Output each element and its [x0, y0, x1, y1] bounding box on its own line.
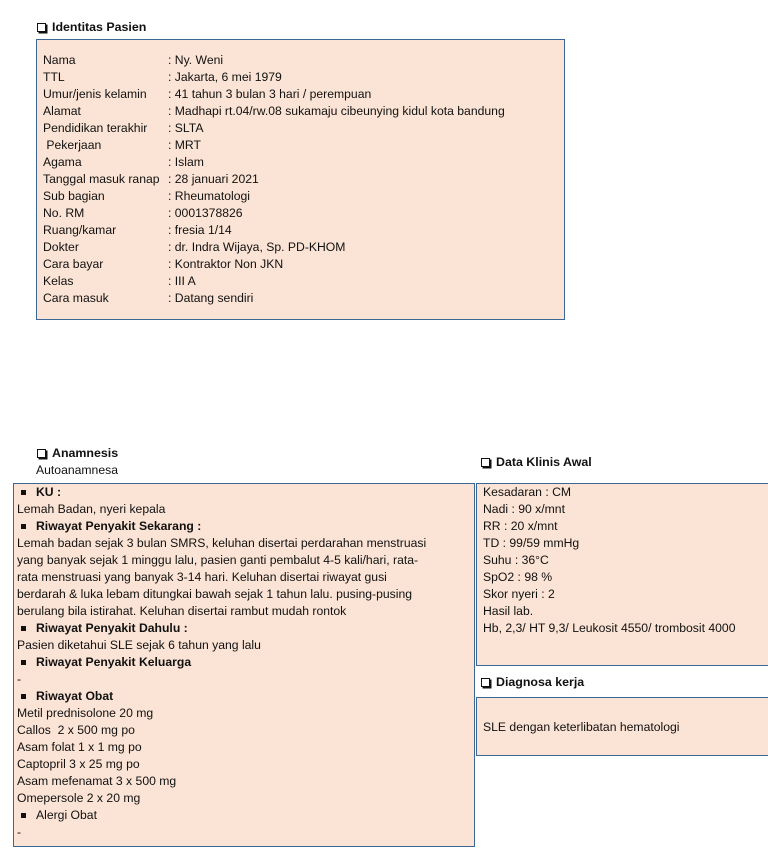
row-label: Tanggal masuk ranap [43, 172, 160, 186]
alergi-label: Alergi Obat [36, 808, 97, 822]
obat-line: Metil prednisolone 20 mg [17, 706, 154, 720]
identitas-row [43, 273, 558, 290]
klinis-panel [476, 483, 768, 666]
row-value: : fresia 1/14 [168, 223, 232, 237]
identitas-row [43, 188, 558, 205]
ku-bullet [17, 484, 471, 501]
row-value: : Jakarta, 6 mei 1979 [168, 70, 282, 84]
klinis-line: Hb, 2,3/ HT 9,3/ Leukosit 4550/ trombosit 4000 [483, 621, 736, 635]
anamnesis-heading-text: Anamnesis [52, 446, 119, 460]
identitas-row [43, 171, 558, 188]
row-label: Ruang/kamar [43, 223, 117, 237]
identitas-heading-text: Identitas Pasien [52, 20, 147, 34]
identitas-row [43, 239, 558, 256]
checkbox-icon [37, 23, 46, 32]
alergi-text: - [17, 825, 22, 839]
rps-line: rata menstruasi yang banyak 3-14 hari. Keluhan disertai riwayat gusi [17, 570, 387, 584]
rpk-label: Riwayat Penyakit Keluarga [36, 655, 192, 669]
klinis-heading [481, 454, 592, 471]
rps-line: yang banyak sejak 1 minggu lalu, pasien ganti pembalut 4-5 kali/hari, rata- [17, 553, 419, 567]
obat-bullet [17, 688, 471, 705]
identitas-row [43, 290, 558, 307]
row-label: Alamat [43, 104, 81, 118]
anamnesis-heading [37, 445, 118, 462]
ku-label: KU : [36, 485, 62, 499]
row-label: Dokter [43, 240, 79, 254]
row-label: TTL [43, 70, 65, 84]
row-label: Pekerjaan [43, 138, 102, 152]
row-label: Umur/jenis kelamin [43, 87, 147, 101]
rpk-text: - [17, 672, 22, 686]
diagnosa-text: SLE dengan keterlibatan hematologi [483, 720, 680, 734]
row-value: : Kontraktor Non JKN [168, 257, 284, 271]
rpd-label: Riwayat Penyakit Dahulu : [36, 621, 188, 635]
row-label: Cara masuk [43, 291, 109, 305]
bullet-icon [21, 694, 26, 699]
obat-line: Callos 2 x 500 mg po [17, 723, 135, 737]
identitas-panel [36, 39, 565, 320]
bullet-icon [21, 660, 26, 665]
obat-line: Captopril 3 x 25 mg po [17, 757, 140, 771]
klinis-line: Skor nyeri : 2 [483, 587, 555, 601]
rpd-bullet [17, 620, 471, 637]
row-label: Sub bagian [43, 189, 105, 203]
checkbox-icon [37, 449, 46, 458]
identitas-row [43, 52, 558, 69]
row-value: : dr. Indra Wijaya, Sp. PD-KHOM [168, 240, 346, 254]
diagnosa-heading-text: Diagnosa kerja [496, 675, 585, 689]
row-value: : Islam [168, 155, 204, 169]
row-value: : Madhapi rt.04/rw.08 sukamaju cibeunying kidul kota bandung [168, 104, 505, 118]
bullet-icon [21, 813, 26, 818]
klinis-line: Suhu : 36°C [483, 553, 549, 567]
obat-line: Asam folat 1 x 1 mg po [17, 740, 142, 754]
row-value: : Rheumatologi [168, 189, 250, 203]
rps-label: Riwayat Penyakit Sekarang : [36, 519, 202, 533]
alergi-bullet [17, 807, 471, 824]
klinis-line: Nadi : 90 x/mnt [483, 502, 565, 516]
diagnosa-heading [481, 674, 584, 691]
obat-line: Omepersole 2 x 20 mg [17, 791, 141, 805]
klinis-line: SpO2 : 98 % [483, 570, 553, 584]
klinis-line: RR : 20 x/mnt [483, 519, 558, 533]
row-value: : Datang sendiri [168, 291, 254, 305]
identitas-row [43, 205, 558, 222]
row-value: : SLTA [168, 121, 204, 135]
identitas-row [43, 69, 558, 86]
row-value: : Ny. Weni [168, 53, 224, 67]
row-value: : 28 januari 2021 [168, 172, 259, 186]
row-label: Kelas [43, 274, 74, 288]
klinis-heading-text: Data Klinis Awal [496, 455, 592, 469]
klinis-line: TD : 99/59 mmHg [483, 536, 580, 550]
identitas-row [43, 154, 558, 171]
identitas-heading [37, 19, 146, 36]
bullet-icon [21, 490, 26, 495]
checkbox-icon [481, 678, 490, 687]
row-value: : 0001378826 [168, 206, 243, 220]
diagnosa-panel [476, 697, 768, 756]
obat-line: Asam mefenamat 3 x 500 mg [17, 774, 177, 788]
bullet-icon [21, 524, 26, 529]
rps-line: berulang bila istirahat. Keluhan disertai rambut mudah rontok [17, 604, 347, 618]
bullet-icon [21, 626, 26, 631]
klinis-line: Kesadaran : CM [483, 485, 572, 499]
identitas-row [43, 256, 558, 273]
row-label: Nama [43, 53, 76, 67]
rps-bullet [17, 518, 471, 535]
row-value: : III A [168, 274, 196, 288]
obat-label: Riwayat Obat [36, 689, 114, 703]
row-value: : 41 tahun 3 bulan 3 hari / perempuan [168, 87, 372, 101]
rps-line: Lemah badan sejak 3 bulan SMRS, keluhan disertai perdarahan menstruasi [17, 536, 427, 550]
row-value: : MRT [168, 138, 201, 152]
rps-line: berdarah & luka lebam ditungkai bawah sejak 1 tahun lalu. pusing-pusing [17, 587, 412, 601]
rpk-bullet [17, 654, 471, 671]
row-label: Cara bayar [43, 257, 104, 271]
anamnesis-subheading: Autoanamnesa [36, 463, 118, 477]
row-label: No. RM [43, 206, 85, 220]
anamnesis-panel [13, 483, 475, 847]
identitas-row [43, 86, 558, 103]
identitas-row [43, 103, 558, 120]
row-label: Pendidikan terakhir [43, 121, 148, 135]
ku-text: Lemah Badan, nyeri kepala [17, 502, 166, 516]
row-label: Agama [43, 155, 82, 169]
identitas-row [43, 120, 558, 137]
identitas-row [43, 137, 558, 154]
identitas-row [43, 222, 558, 239]
klinis-line: Hasil lab. [483, 604, 534, 618]
checkbox-icon [481, 458, 490, 467]
rpd-text: Pasien diketahui SLE sejak 6 tahun yang lalu [17, 638, 261, 652]
